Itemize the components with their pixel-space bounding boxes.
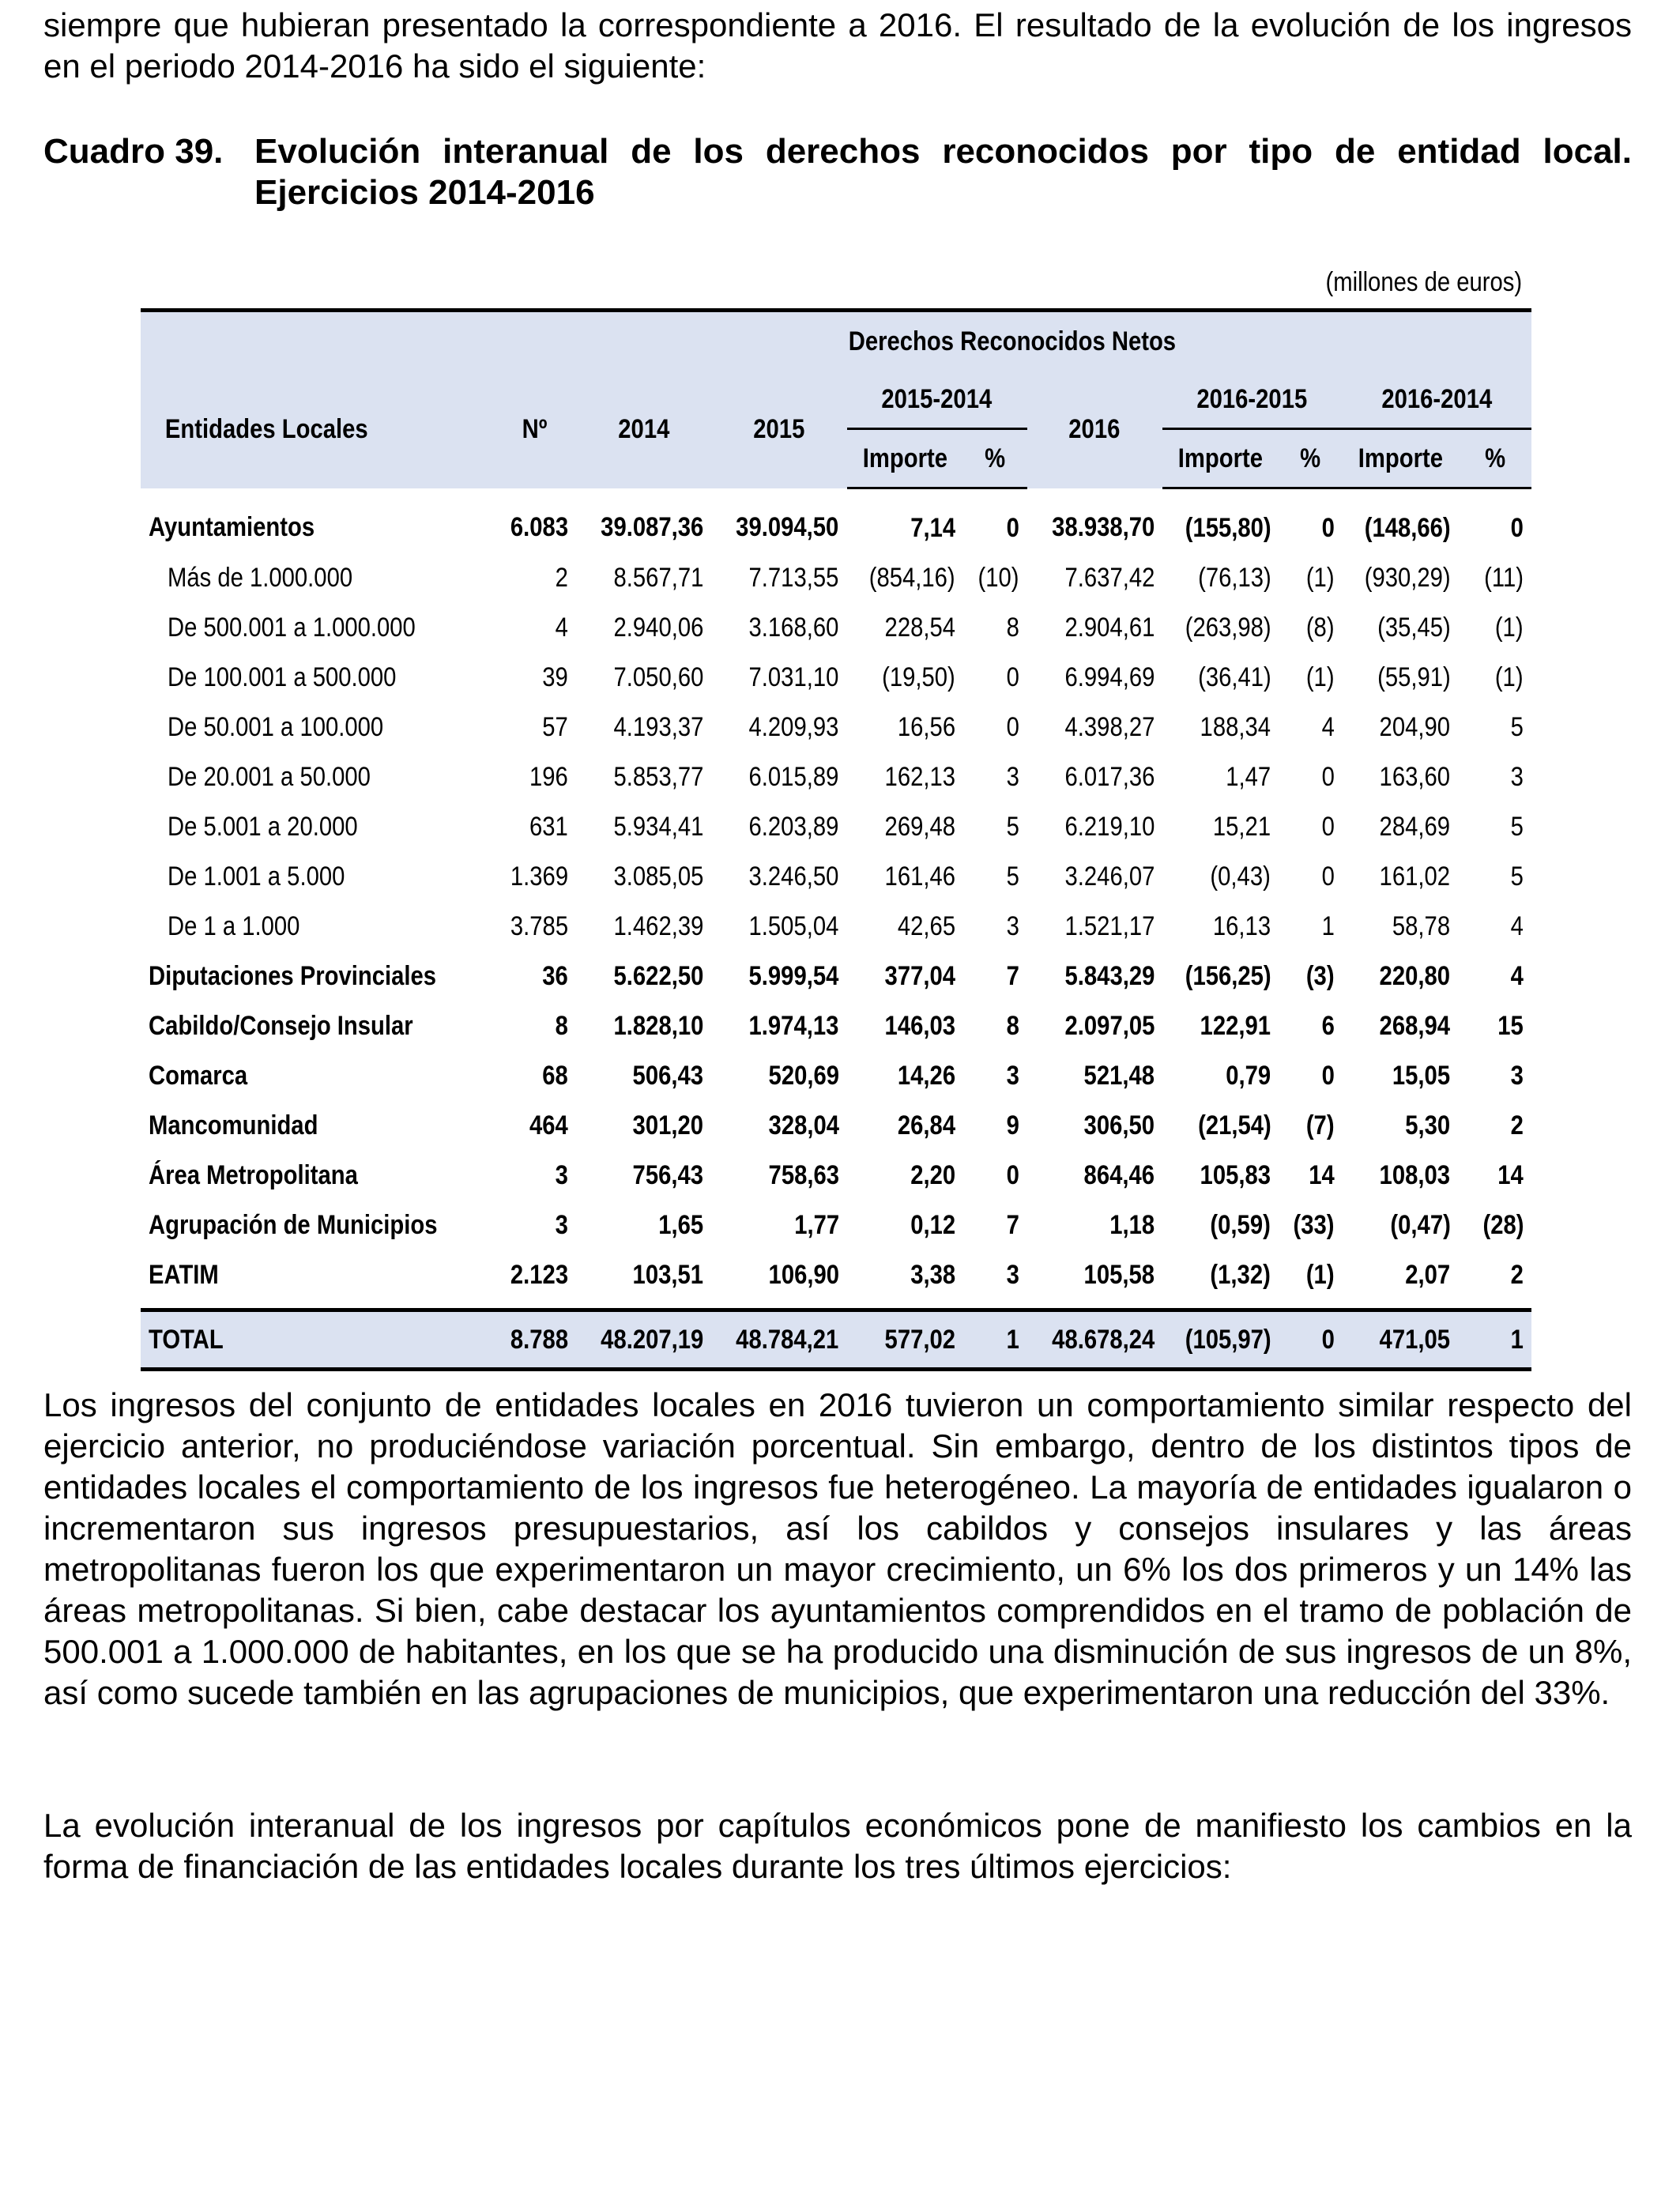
header-2015: 2015 — [711, 371, 846, 488]
row-value: 163,60 — [1379, 762, 1451, 792]
row-value: 756,43 — [633, 1160, 704, 1190]
row-value: 3 — [1006, 762, 1019, 792]
row-value: 105,83 — [1200, 1160, 1271, 1190]
row-value: 39.087,36 — [601, 512, 704, 543]
row-label: Ayuntamientos — [149, 512, 315, 543]
table-row — [141, 603, 1531, 653]
row-label: De 500.001 a 1.000.000 — [168, 613, 416, 643]
table-row — [141, 488, 1531, 554]
table-caption — [43, 131, 1632, 213]
table-row — [141, 1101, 1531, 1151]
row-value: (19,50) — [882, 662, 956, 692]
row-value: 105,58 — [1083, 1260, 1155, 1290]
row-value: 1.974,13 — [748, 1011, 839, 1041]
header-2016-2015: 2016-2015 — [1162, 371, 1343, 429]
row-value: 6.203,89 — [748, 812, 839, 842]
table-row — [141, 1250, 1531, 1300]
row-value: 146,03 — [884, 1011, 956, 1041]
row-value: 161,46 — [884, 861, 956, 892]
total-value: 48.207,19 — [576, 1310, 711, 1370]
header-n: Nº — [492, 371, 576, 488]
table-row — [141, 802, 1531, 852]
row-value: 2.940,06 — [613, 613, 704, 643]
row-value: 3.246,07 — [1064, 861, 1155, 892]
row-value: 42,65 — [897, 911, 956, 941]
row-value: 204,90 — [1379, 712, 1451, 742]
row-label: De 20.001 a 50.000 — [168, 762, 371, 792]
row-value: 3 — [555, 1210, 569, 1240]
row-value: 6.083 — [510, 512, 569, 543]
row-value: 161,02 — [1379, 861, 1451, 892]
header-pct-1615: % — [1279, 429, 1342, 488]
row-value: 269,48 — [884, 812, 956, 842]
row-value: 2 — [1510, 1110, 1524, 1140]
row-value: 5.622,50 — [613, 961, 704, 991]
header-importe-1615: Importe — [1162, 429, 1279, 488]
row-value: (0,47) — [1389, 1210, 1451, 1240]
row-value: (0,43) — [1210, 861, 1271, 892]
table-body — [141, 488, 1531, 1370]
header-importe-1614: Importe — [1343, 429, 1459, 488]
table-row — [141, 703, 1531, 752]
row-value: 1.505,04 — [748, 911, 839, 941]
row-value: 15,21 — [1213, 812, 1271, 842]
row-value: (148,66) — [1364, 513, 1451, 543]
row-value: 464 — [529, 1110, 569, 1140]
total-value: 471,05 — [1343, 1310, 1459, 1370]
caption-number: Cuadro 39. — [43, 132, 224, 171]
row-value: 68 — [542, 1061, 569, 1091]
row-label: Comarca — [149, 1061, 248, 1091]
intro-paragraph: siempre que hubieran presentado la correspondiente a 2016. El resultado de la evolución de los ingresos en el periodo 2014-2016 ha sido el siguiente: — [43, 6, 1632, 85]
header-2015-2014: 2015-2014 — [847, 371, 1027, 429]
row-value: (28) — [1482, 1210, 1524, 1240]
row-value: 301,20 — [633, 1110, 704, 1140]
row-value: 5,30 — [1405, 1110, 1451, 1140]
header-2016: 2016 — [1027, 371, 1162, 488]
row-value: 122,91 — [1200, 1011, 1271, 1041]
total-value: 48.678,24 — [1027, 1310, 1162, 1370]
row-value: 5 — [1006, 812, 1019, 842]
row-value: 520,69 — [768, 1061, 839, 1091]
row-value: 3 — [555, 1160, 569, 1190]
table-row — [141, 553, 1531, 603]
row-value: (155,80) — [1185, 513, 1271, 543]
row-value: 7.050,60 — [613, 662, 704, 692]
row-value: 3.168,60 — [748, 613, 839, 643]
analysis-paragraph: Los ingresos del conjunto de entidades locales en 2016 tuvieron un comportamiento similar respecto del ejercicio anterior, no produciéndose variación porcentual. Sin embargo, dentro de los distintos tipos de entidades locales el comportamiento de los ingresos fue heterogéneo. La mayoría de entidades igualaron o incrementaron sus ingresos presupuestarios, así los cabildos y consejos insulares y las áreas metropolitanas fueron los que experimentaron un mayor crecimiento, un 6% los dos primeros y un 14% las áreas metropolitanas. Si bien, cabe destacar los ayuntamientos comprendidos en el tramo de población de 500.001 a 1.000.000 de habitantes, en los que se ha producido una disminución de sus ingresos de un 8%, así como sucede también en las agrupaciones de municipios, que experimentaron una reducción del 33%. — [43, 1386, 1632, 1711]
row-value: 3 — [1006, 1061, 1019, 1091]
row-value: (1) — [1495, 662, 1524, 692]
row-value: 3.785 — [510, 911, 569, 941]
row-value: 108,03 — [1379, 1160, 1451, 1190]
row-value: (1,32) — [1210, 1260, 1271, 1290]
row-value: 2,07 — [1405, 1260, 1451, 1290]
table-row — [141, 1051, 1531, 1101]
row-value: 39.094,50 — [736, 512, 839, 543]
row-value: 5.934,41 — [613, 812, 704, 842]
row-value: 103,51 — [633, 1260, 704, 1290]
row-value: 1.462,39 — [613, 911, 704, 941]
row-value: 16,56 — [897, 712, 956, 742]
row-label: Agrupación de Municipios — [149, 1210, 438, 1240]
row-label: EATIM — [149, 1260, 219, 1290]
row-value: 196 — [529, 762, 569, 792]
table-row — [141, 852, 1531, 902]
row-value: 36 — [542, 961, 569, 991]
row-value: 39 — [542, 662, 569, 692]
row-value: 1,47 — [1226, 762, 1271, 792]
header-entity: Entidades Locales — [141, 371, 492, 488]
row-value: 1,77 — [793, 1210, 839, 1240]
row-value: 284,69 — [1379, 812, 1451, 842]
row-value: 2,20 — [910, 1160, 956, 1190]
row-value: 4 — [1321, 712, 1335, 742]
row-value: 0 — [1006, 712, 1019, 742]
row-value: 758,63 — [768, 1160, 839, 1190]
row-value: 0 — [1321, 812, 1335, 842]
row-value: 306,50 — [1083, 1110, 1155, 1140]
total-label: TOTAL — [141, 1310, 492, 1370]
row-value: (1) — [1305, 1260, 1335, 1290]
row-label: Más de 1.000.000 — [168, 563, 353, 593]
row-value: (156,25) — [1185, 961, 1271, 991]
row-label: Mancomunidad — [149, 1110, 318, 1140]
row-value: 8.567,71 — [613, 563, 704, 593]
row-value: 5 — [1510, 712, 1524, 742]
row-value: 14,26 — [897, 1061, 956, 1091]
row-label: De 1.001 a 5.000 — [168, 861, 345, 892]
row-value: 4 — [1510, 911, 1524, 941]
row-value: 6.015,89 — [748, 762, 839, 792]
total-value: 1 — [1458, 1310, 1531, 1370]
row-value: 4.398,27 — [1064, 712, 1155, 742]
row-value: (36,41) — [1197, 662, 1271, 692]
units-note: (millones de euros) — [1325, 267, 1522, 297]
row-value: 631 — [529, 812, 569, 842]
row-value: 14 — [1497, 1160, 1524, 1190]
row-value: 5.843,29 — [1064, 961, 1155, 991]
row-value: 3 — [1510, 762, 1524, 792]
row-label: De 50.001 a 100.000 — [168, 712, 384, 742]
row-value: (76,13) — [1197, 563, 1271, 593]
row-value: 6.219,10 — [1064, 812, 1155, 842]
row-value: 3 — [1006, 911, 1019, 941]
total-value: 48.784,21 — [711, 1310, 846, 1370]
row-value: 6 — [1321, 1011, 1335, 1041]
row-value: 1,18 — [1109, 1210, 1155, 1240]
row-value: 7.031,10 — [748, 662, 839, 692]
row-value: 2.123 — [510, 1260, 569, 1290]
row-value: 58,78 — [1392, 911, 1451, 941]
row-value: 2.904,61 — [1064, 613, 1155, 643]
row-value: (3) — [1305, 961, 1335, 991]
row-value: 188,34 — [1200, 712, 1271, 742]
row-value: 7.637,42 — [1064, 563, 1155, 593]
row-value: 5 — [1006, 861, 1019, 892]
row-value: 2 — [1510, 1260, 1524, 1290]
caption-title: Evolución interanual de los derechos reconocidos por tipo de entidad local. Ejercicios 2014-2016 — [254, 132, 1632, 212]
table-header — [141, 311, 1531, 488]
table-row — [141, 752, 1531, 802]
row-value: (33) — [1293, 1210, 1335, 1240]
row-value: 162,13 — [884, 762, 956, 792]
total-value: (105,97) — [1162, 1310, 1279, 1370]
group-header: Derechos Reconocidos Netos — [492, 311, 1531, 371]
row-value: (930,29) — [1364, 563, 1451, 593]
row-value: 3.085,05 — [613, 861, 704, 892]
row-value: 1.369 — [510, 861, 569, 892]
row-label: De 5.001 a 20.000 — [168, 812, 358, 842]
table-row — [141, 1001, 1531, 1051]
header-2016-2014: 2016-2014 — [1343, 371, 1531, 429]
table-row — [141, 1201, 1531, 1250]
row-label: De 1 a 1.000 — [168, 911, 300, 941]
row-value: 7 — [1006, 1210, 1019, 1240]
row-value: 106,90 — [768, 1260, 839, 1290]
row-value: 328,04 — [768, 1110, 839, 1140]
row-value: 0,12 — [910, 1210, 956, 1240]
header-pct-1514: % — [963, 429, 1026, 488]
row-value: 0 — [1321, 762, 1335, 792]
row-value: 8 — [555, 1011, 569, 1041]
row-value: (0,59) — [1210, 1210, 1271, 1240]
row-value: 8 — [1006, 613, 1019, 643]
row-value: 5.999,54 — [748, 961, 839, 991]
row-value: 1 — [1321, 911, 1335, 941]
row-value: 521,48 — [1083, 1061, 1155, 1091]
row-value: 3 — [1510, 1061, 1524, 1091]
row-value: 0,79 — [1226, 1061, 1271, 1091]
row-value: 220,80 — [1379, 961, 1451, 991]
row-value: (55,91) — [1377, 662, 1451, 692]
row-label: De 100.001 a 500.000 — [168, 662, 397, 692]
row-value: 1,65 — [658, 1210, 704, 1240]
row-value: 228,54 — [884, 613, 956, 643]
row-value: (854,16) — [869, 563, 956, 593]
total-value: 1 — [963, 1310, 1026, 1370]
closing-paragraph: La evolución interanual de los ingresos por capítulos económicos pone de manifiesto los cambios en la forma de financiación de las entidades locales durante los tres últimos ejercicios: — [43, 1807, 1632, 1885]
row-value: 1.521,17 — [1064, 911, 1155, 941]
row-value: 1.828,10 — [613, 1011, 704, 1041]
row-value: 2.097,05 — [1064, 1011, 1155, 1041]
row-value: 15,05 — [1392, 1061, 1451, 1091]
row-value: 268,94 — [1379, 1011, 1451, 1041]
row-value: 5 — [1510, 812, 1524, 842]
row-value: 6.994,69 — [1064, 662, 1155, 692]
row-value: 15 — [1497, 1011, 1524, 1041]
row-value: 2 — [555, 563, 569, 593]
row-value: 38.938,70 — [1051, 512, 1155, 543]
row-value: (8) — [1305, 613, 1335, 643]
revenue-table — [141, 308, 1531, 1371]
row-value: 506,43 — [633, 1061, 704, 1091]
row-value: (1) — [1305, 662, 1335, 692]
row-value: 0 — [1321, 861, 1335, 892]
row-value: 7 — [1006, 961, 1019, 991]
table-row — [141, 952, 1531, 1001]
revenue-table-container — [141, 308, 1531, 1371]
row-value: 0 — [1006, 513, 1019, 543]
row-spacer — [141, 1300, 1531, 1310]
table-row — [141, 902, 1531, 952]
total-value: 577,02 — [847, 1310, 963, 1370]
row-value: 0 — [1006, 662, 1019, 692]
row-value: (10) — [977, 563, 1019, 593]
row-value: (7) — [1305, 1110, 1335, 1140]
row-value: 9 — [1006, 1110, 1019, 1140]
row-value: 16,13 — [1213, 911, 1271, 941]
row-value: 377,04 — [884, 961, 956, 991]
row-value: 864,46 — [1083, 1160, 1155, 1190]
header-importe-1514: Importe — [847, 429, 963, 488]
row-value: 7,14 — [910, 513, 956, 543]
row-value: 0 — [1006, 1160, 1019, 1190]
header-2014: 2014 — [576, 371, 711, 488]
row-value: (1) — [1495, 613, 1524, 643]
row-value: 7.713,55 — [748, 563, 839, 593]
row-label: Diputaciones Provinciales — [149, 961, 437, 991]
row-value: (11) — [1484, 563, 1524, 593]
row-value: (35,45) — [1377, 613, 1451, 643]
row-label: Área Metropolitana — [149, 1160, 358, 1190]
row-value: 4.209,93 — [748, 712, 839, 742]
total-value: 8.788 — [492, 1310, 576, 1370]
row-value: 0 — [1321, 513, 1335, 543]
row-value: 3,38 — [910, 1260, 956, 1290]
row-value: 3 — [1006, 1260, 1019, 1290]
table-row — [141, 1151, 1531, 1201]
total-row — [141, 1310, 1531, 1370]
row-value: 0 — [1510, 513, 1524, 543]
row-value: 4.193,37 — [613, 712, 704, 742]
row-value: 5 — [1510, 861, 1524, 892]
row-value: 4 — [555, 613, 569, 643]
header-pct-1614: % — [1458, 429, 1531, 488]
row-value: 57 — [542, 712, 569, 742]
table-row — [141, 653, 1531, 703]
row-value: (1) — [1305, 563, 1335, 593]
row-value: (263,98) — [1185, 613, 1271, 643]
row-value: 0 — [1321, 1061, 1335, 1091]
row-value: 5.853,77 — [613, 762, 704, 792]
row-value: (21,54) — [1197, 1110, 1271, 1140]
row-value: 14 — [1309, 1160, 1335, 1190]
row-value: 26,84 — [897, 1110, 956, 1140]
total-value: 0 — [1279, 1310, 1342, 1370]
row-value: 8 — [1006, 1011, 1019, 1041]
row-value: 3.246,50 — [748, 861, 839, 892]
row-value: 4 — [1510, 961, 1524, 991]
row-label: Cabildo/Consejo Insular — [149, 1011, 413, 1041]
row-value: 6.017,36 — [1064, 762, 1155, 792]
